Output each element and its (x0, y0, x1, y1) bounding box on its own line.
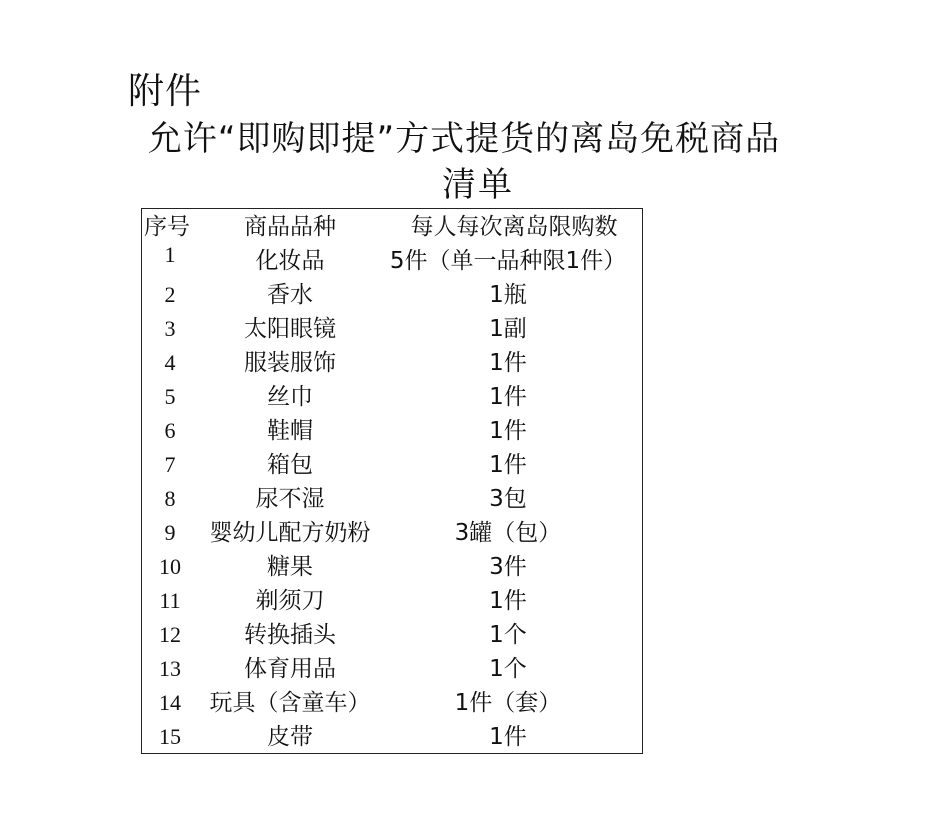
row-name: 服装服饰 (244, 350, 336, 376)
row-name: 丝巾 (267, 384, 313, 410)
row-no: 13 (159, 656, 181, 681)
row-limit: 1件（套） (454, 690, 562, 716)
row-limit: 1个 (489, 622, 527, 648)
row-limit: 1副 (489, 316, 527, 342)
header-limit: 每人每次离岛限购数 (410, 214, 618, 240)
row-name: 箱包 (267, 452, 313, 478)
row-no: 11 (159, 588, 181, 613)
table-row (142, 720, 642, 754)
row-limit: 5件（单一品种限1件） (389, 248, 627, 274)
goods-table (141, 208, 643, 754)
table-row (142, 244, 642, 278)
attachment-label: 附件 (128, 71, 203, 112)
row-no: 9 (164, 520, 176, 545)
header-no: 序号 (144, 214, 190, 240)
row-name: 婴幼儿配方奶粉 (209, 520, 371, 546)
table-row (142, 618, 642, 652)
row-no: 1 (164, 242, 176, 267)
row-limit: 1件 (489, 418, 527, 444)
row-limit: 1件 (489, 384, 527, 410)
row-no: 7 (164, 452, 176, 477)
row-no: 12 (159, 622, 181, 647)
row-limit: 1个 (489, 656, 527, 682)
table-row (142, 686, 642, 720)
row-limit: 3罐（包） (454, 520, 562, 546)
row-limit: 1件 (489, 724, 527, 750)
row-no: 2 (164, 282, 176, 307)
table-row (142, 448, 642, 482)
table-row (142, 414, 642, 448)
row-name: 鞋帽 (267, 418, 313, 444)
row-no: 5 (164, 384, 176, 409)
table-row (142, 550, 642, 584)
row-name: 体育用品 (244, 656, 336, 682)
table-row (142, 584, 642, 618)
document-title: 允许“即购即提”方式提货的离岛免税商品 (147, 119, 781, 159)
row-no: 8 (164, 486, 176, 511)
row-name: 转换插头 (244, 622, 336, 648)
row-no: 6 (164, 418, 176, 443)
row-limit: 1件 (489, 452, 527, 478)
row-limit: 3包 (489, 486, 527, 512)
row-limit: 1瓶 (489, 282, 527, 308)
row-no: 3 (164, 316, 176, 341)
row-name: 尿不湿 (255, 486, 325, 512)
row-name: 化妆品 (255, 248, 325, 274)
row-no: 4 (164, 350, 176, 375)
row-limit: 1件 (489, 350, 527, 376)
table-row (142, 278, 642, 312)
table-row (142, 312, 642, 346)
row-limit: 1件 (489, 588, 527, 614)
row-no: 15 (159, 724, 181, 749)
row-name: 糖果 (267, 554, 313, 580)
table-row (142, 516, 642, 550)
document-title-continued: 清单 (442, 165, 514, 205)
header-name: 商品品种 (244, 214, 336, 240)
table-row (142, 346, 642, 380)
row-limit: 3件 (489, 554, 527, 580)
row-name: 太阳眼镜 (244, 316, 336, 342)
row-name: 玩具（含童车） (209, 690, 371, 716)
row-name: 剃须刀 (255, 588, 325, 614)
row-no: 10 (159, 554, 181, 579)
table-row (142, 652, 642, 686)
row-name: 皮带 (267, 724, 313, 750)
row-no: 14 (159, 690, 181, 715)
table-row (142, 380, 642, 414)
row-name: 香水 (267, 282, 313, 308)
table-row (142, 482, 642, 516)
table-header-row (142, 210, 642, 244)
